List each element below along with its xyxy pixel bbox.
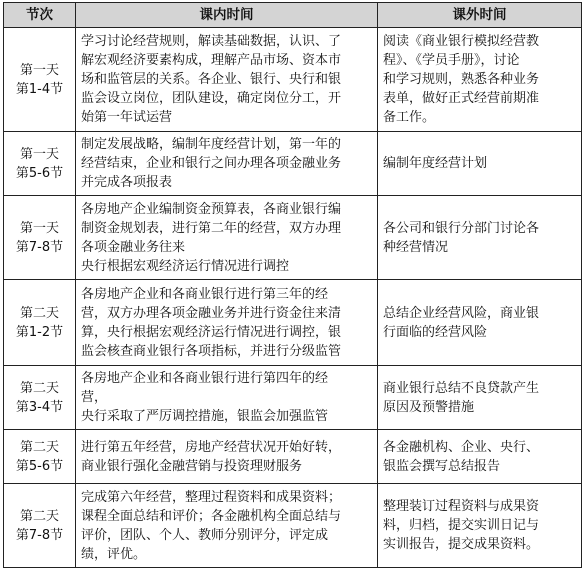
in-class-text: 进行第五年经营，房地产经营状况开始好转， [81,439,342,455]
in-class-text: 始第一年试运营 [81,110,173,125]
session-period: 第7-8节 [15,527,64,543]
session-day: 第一天 [19,220,59,236]
table-row [4,196,582,280]
in-class-text: 央行根据宏观经济运行情况进行调控 [81,258,290,274]
in-class-cell [76,196,378,280]
out-class-cell [378,132,582,196]
in-class-cell [76,28,378,132]
in-class-text: 各房地产企业和各商业银行进行第三年的经 [81,286,329,302]
in-class-text: 经营结束，企业和银行之间办理各项金融业务 [81,156,342,171]
out-class-text: 商业银行总结不良贷款产生 [383,380,540,396]
in-class-text: 商业银行强化金融营销与投资理财服务 [81,458,303,474]
out-class-cell [378,366,582,430]
header-session: 节次 [4,3,76,28]
table-row [4,430,582,484]
out-class-text: 程》、《学员手册》，讨论 [383,53,520,68]
out-class-text: 料，归档，提交实训日记与 [383,518,540,533]
out-class-text: 阅读《商业银行模拟经营教 [383,34,540,49]
in-class-text: 评价，团队、个人、教师分别评分，评定成 [81,527,329,543]
out-class-text: 备工作。 [383,110,436,125]
header-row [4,3,582,28]
in-class-text: 央行采取了严厉调控措施，银监会加强监管 [81,409,329,424]
session-period: 第3-4节 [15,399,64,415]
session-cell [4,430,76,484]
schedule-table [3,2,582,568]
in-class-text: 制定发展战略，编制年度经营计划，第一年的 [81,137,342,152]
in-class-cell [76,484,378,568]
session-period: 第5-6节 [15,458,64,474]
in-class-text: 并完成各项报表 [81,175,173,190]
table-row [4,366,582,430]
session-cell [4,196,76,280]
out-class-cell [378,196,582,280]
out-class-text: 整理装订过程资料与成果资 [383,499,540,514]
session-day: 第二天 [19,305,59,321]
table-row [4,132,582,196]
in-class-text: 各房地产企业和各商业银行进行第四年的经 [81,371,329,386]
in-class-text: 监会设立岗位，团队建设，确定岗位分工，开 [81,91,342,106]
in-class-text: 制资金规划表，进行第二年的经营，双方办理 [81,220,342,236]
in-class-text: 解宏观经济要素构成，理解产品市场、资本市 [81,53,342,68]
in-class-text: 课程全面总结和评价；各金融机构全面总结与 [81,508,342,524]
out-class-text: 原因及预警措施 [383,399,475,415]
table-row [4,28,582,132]
session-period: 第1-4节 [15,81,64,97]
session-period: 第7-8节 [15,239,64,255]
in-class-text: 营，双方办理各项金融业务并进行资金往来清 [81,305,342,321]
out-class-text: 种经营情况 [383,239,449,255]
out-class-text: 总结企业经营风险，商业银 [383,305,540,321]
out-class-text: 各公司和银行分部门讨论各 [383,220,540,236]
in-class-text: 营， [81,390,108,405]
out-class-text: 行面临的经营风险 [383,324,488,340]
session-cell [4,280,76,366]
session-day: 第一天 [19,62,59,78]
session-cell [4,366,76,430]
in-class-text: 绩，评优。 [81,546,147,562]
session-day: 第二天 [19,380,59,396]
in-class-text: 场和监管层的关系。各企业、银行、央行和银 [81,72,342,87]
session-cell [4,132,76,196]
out-class-cell [378,280,582,366]
in-class-text: 监会核查商业银行各项指标，并进行分级监管 [81,343,342,359]
session-period: 第5-6节 [15,165,64,181]
in-class-cell [76,132,378,196]
in-class-text: 各房地产企业编制资金预算表，各商业银行编 [81,201,342,217]
in-class-text: 完成第六年经营，整理过程资料和成果资料； [81,489,342,505]
table-row [4,484,582,568]
out-class-text: 和学习规则，熟悉各种业务 [383,72,540,87]
session-cell [4,28,76,132]
out-class-text: 表单，做好正式经营前期准 [383,91,540,106]
in-class-text: 各项金融业务往来 [81,239,186,255]
out-class-text: 各金融机构、企业、央行、 [383,439,540,455]
in-class-cell [76,430,378,484]
schedule-body [4,28,582,568]
session-period: 第1-2节 [15,324,64,340]
out-class-text: 实训报告，提交成果资料。 [383,537,540,552]
out-class-text: 编制年度经营计划 [383,156,488,171]
header-in-class: 课内时间 [76,3,378,28]
in-class-cell [76,366,378,430]
out-class-cell [378,28,582,132]
session-cell [4,484,76,568]
session-day: 第二天 [19,439,59,455]
in-class-cell [76,280,378,366]
session-day: 第一天 [19,146,59,162]
session-day: 第二天 [19,508,59,524]
table-row [4,280,582,366]
out-class-cell [378,430,582,484]
out-class-cell [378,484,582,568]
header-out-class: 课外时间 [378,3,582,28]
in-class-text: 算，央行根据宏观经济运行情况进行调控，银 [81,324,342,340]
out-class-text: 银监会撰写总结报告 [383,458,501,474]
in-class-text: 学习讨论经营规则，解读基础数据，认识、了 [81,34,342,49]
